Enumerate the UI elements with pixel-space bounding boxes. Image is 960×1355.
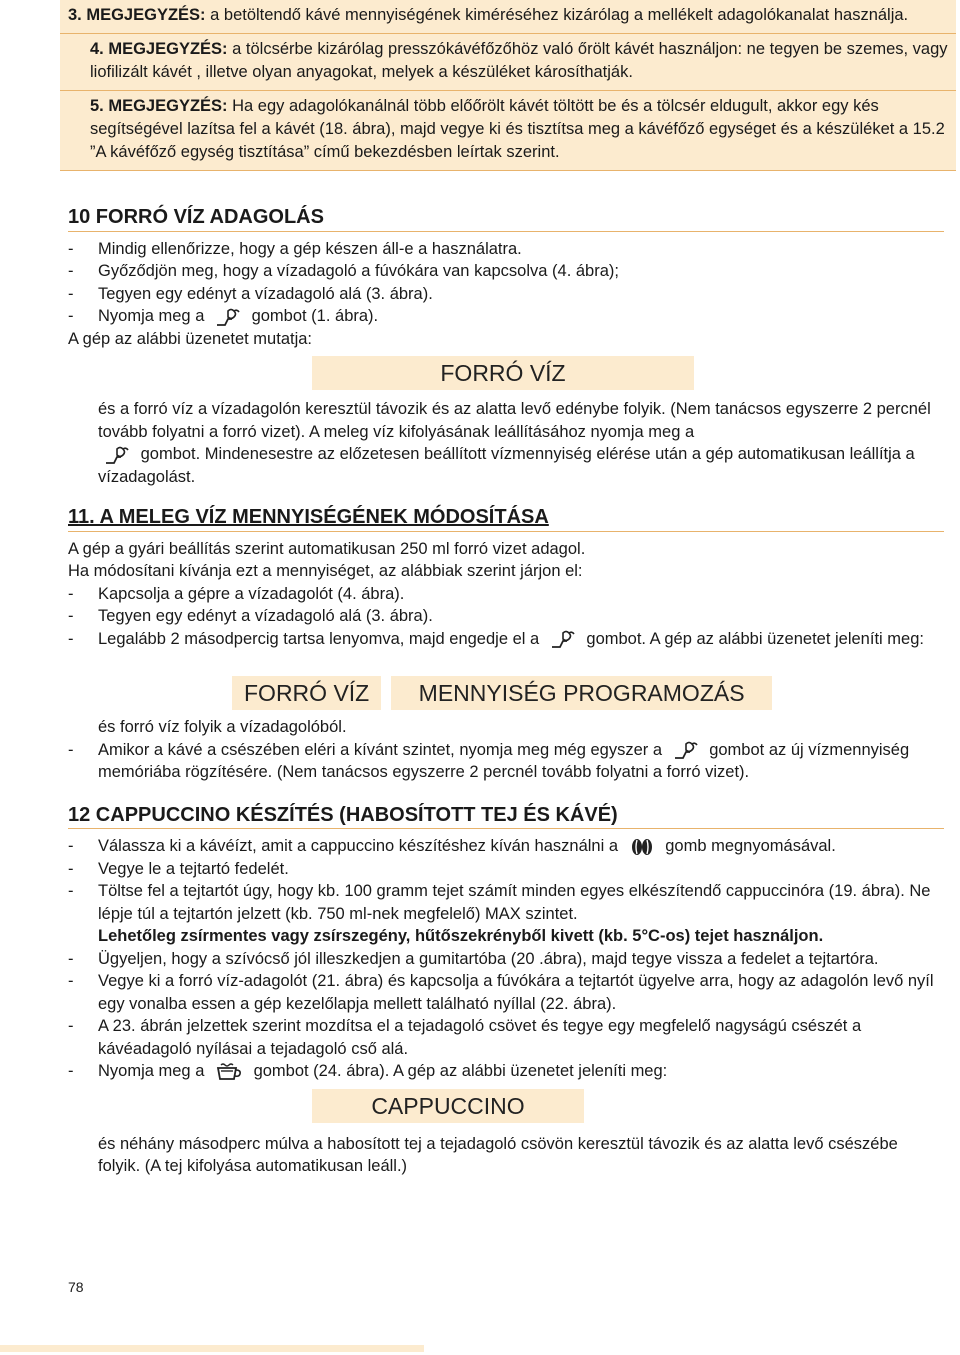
hot-water-icon: [215, 307, 241, 327]
note-4: 4. MEGJEGYZÉS: a tölcsérbe kizárólag presszókávéfőzőhöz való őrölt kávét használjon: ne tegyen be szemes, vagy liofilizált kávét , illetve olyan anyagokat, melyek a készüléket károsíthatják.: [60, 34, 956, 91]
list-item: - Legalább 2 másodpercig tartsa lenyomva, majd engedje el a gombot. A gép az alábbi üzenetet jeleníti meg:: [68, 629, 924, 648]
hot-water-icon: [550, 629, 576, 649]
display-hot-water: FORRÓ VÍZ: [312, 356, 694, 390]
paragraph: és néhány másodperc múlva a habosított tej a tejadagoló csövön keresztül távozik és az alatta levő csészébe folyik. (A tej kifolyása automatikusan leáll.): [98, 1134, 898, 1175]
note-5: 5. MEGJEGYZÉS: Ha egy adagolókanálnál több előőrölt kávét töltött be és a tölcsér eldugult, akkor egy kés segítségével lazítsa fel a kávét (18. ábra), majd vegye ki és tisztítsa meg a kávéfőző egységet és a készüléket a 15.2 ”A kávéfőző egység tisztítása” című bekezdésben leírtak szerint.: [60, 91, 956, 171]
list-item: - Amikor a kávé a csészében eléri a kívánt szintet, nyomja meg még egyszer a gombot az új vízmennyiség memóriába rögzítésére. (Nem tanácsos egyszerre 2 percnél tovább folyatni a forró vizet).: [68, 740, 910, 781]
message-intro: A gép az alábbi üzenetet mutatja:: [68, 329, 313, 348]
paragraph: Ha módosítani kívánja ezt a mennyiséget, az alábbiak szerint járjon el:: [68, 562, 583, 580]
display-cappuccino: CAPPUCCINO: [312, 1089, 584, 1123]
page-number: 78: [68, 1279, 84, 1295]
hot-water-icon: [104, 445, 130, 465]
list-item: - Válassza ki a kávéízt, amit a cappuccino készítéshez kíván használni a gomb megnyomásával.: [68, 837, 836, 855]
list-item: - Tegyen egy edényt a vízadagoló alá (3. ábra).: [68, 607, 433, 625]
hot-water-icon: [673, 740, 699, 760]
note-3: 3. MEGJEGYZÉS: a betöltendő kávé mennyiségének kiméréséhez kizárólag a mellékelt adagolókanalat használja.: [60, 0, 956, 34]
paragraph: és a forró víz a vízadagolón keresztül távozik és az alatta levő edénybe folyik. (Nem tanácsos egyszerre 2 percnél tovább folyatni a forró vizet). A meleg víz kifolyásának leállításához nyomja meg a gombot. Mindenesestre az előzetesen beállított vízmennyiség elérése után a gép automatikusan leállítja a vízadagolást.: [98, 400, 931, 486]
list-item: - Kapcsolja a gépre a vízadagolót (4. ábra).: [68, 584, 405, 603]
list-item: - Tegyen egy edényt a vízadagoló alá (3. ábra).: [68, 284, 433, 303]
bottom-bar: [0, 1345, 424, 1352]
list-item: - Győződjön meg, hogy a vízadagoló a fúvókára van kapcsolva (4. ábra);: [68, 262, 619, 280]
list-item: - Mindig ellenőrizze, hogy a gép készen áll-e a használatra.: [68, 239, 522, 258]
list-item: - Ügyeljen, hogy a szívócső jól illeszkedjen a gumitartóba (20 .ábra), majd tegye vissza a fedelet a tejtartóra.: [68, 949, 879, 968]
list-item: - Vegye ki a forró víz-adagolót (21. ábra) és kapcsolja a fúvókára a tejtartót ügyelve arra, hogy az adagolón levő nyíl egy vonalba essen a gép kezelőlapja mellett található nyíllal (22. ábra).: [68, 972, 934, 1013]
list-item: - Vegye le a tejtartó fedelét.: [68, 859, 289, 878]
cappuccino-icon: [215, 1062, 243, 1082]
display-programming: FORRÓ VÍZ MENNYISÉG PROGRAMOZÁS: [232, 676, 772, 710]
list-item: - Töltse fel a tejtartót úgy, hogy kb. 100 gramm tejet számít minden egyes elkészítendő cappuccinóra (19. ábra). Ne lépje túl a tejtartón jelzett (kb. 750 ml-nek megfelelő) MAX szintet. Lehetőleg zsírmentes vagy zsírszegény, hűtőszekrényből kivett (kb. 5°C-os) tejet használjon.: [68, 882, 931, 945]
main-content: [68, 206, 944, 1178]
paragraph: és forró víz folyik a vízadagolóból.: [98, 718, 347, 736]
notes-panel: [60, 0, 956, 171]
list-item: - A 23. ábrán jelzettek szerint mozdítsa el a tejadagoló csövet és tegye egy megfelelő nagyságú csészét a kávéadagoló nyílásai a tejadagoló cső alá.: [68, 1017, 862, 1058]
list-item: - Nyomja meg a gombot (24. ábra). A gép az alábbi üzenetet jeleníti meg:: [68, 1062, 668, 1080]
section-11-title: 11. A MELEG VÍZ MENNYISÉGÉNEK MÓDOSÍTÁSA: [68, 506, 944, 532]
section-12-title: 12 CAPPUCCINO KÉSZÍTÉS (HABOSÍTOTT TEJ ÉS KÁVÉ): [68, 804, 944, 830]
section-10-title: 10 FORRÓ VÍZ ADAGOLÁS: [68, 206, 944, 232]
paragraph: A gép a gyári beállítás szerint automatikusan 250 ml forró vizet adagol.: [68, 539, 586, 558]
list-item: - Nyomja meg a gombot (1. ábra).: [68, 307, 379, 325]
coffee-beans-icon: [629, 837, 655, 857]
